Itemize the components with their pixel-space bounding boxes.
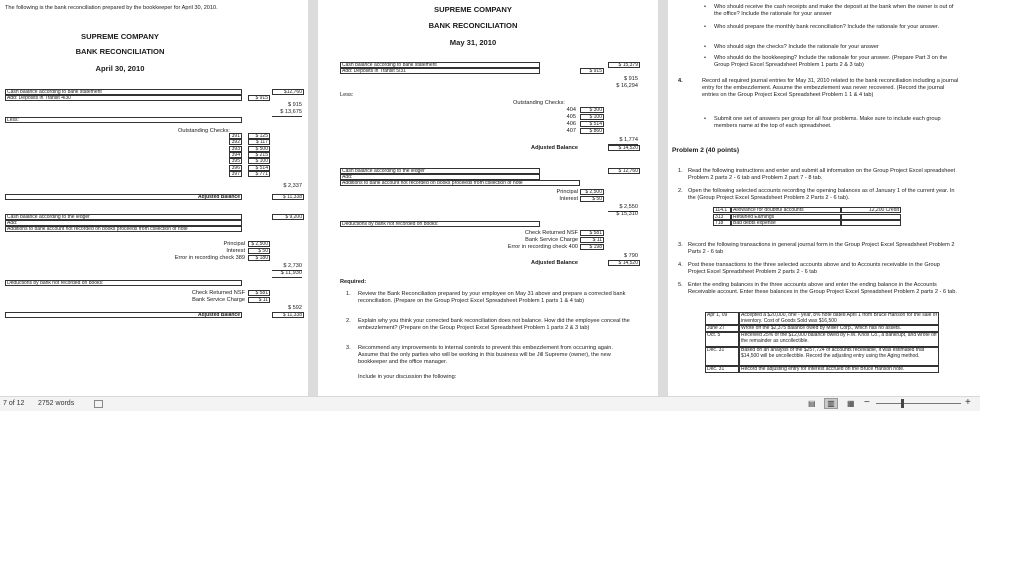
required-item-text: Explain why you think your corrected bank reconciliation does not balance. How did the employee conceal the embezzlement? (Prepare on the Group Project Excel Spreadsheet Problem 1 parts 2 & 3 tab)	[358, 318, 630, 331]
check-number: 396	[229, 165, 242, 171]
instruction-text: Record the following transactions in general journal form in the Group Project Excel Spreadsheet Problem 2 Parts 2 - 6 tab	[688, 242, 955, 255]
transaction-text: Accepted a $20,000, one - year, 8% note dated April 1 from Bruce Hanson for the sale of inventory. Cost of Goods Sold was $16,500	[739, 312, 939, 325]
discussion-bullet: Who should do the bookkeeping? Include the rationale for your answer. (Prepare Part 3 on the Group Project Excel Spreadsheet Problem 1 parts 2 & 3 tab)	[714, 55, 948, 68]
zoom-slider-track[interactable]	[876, 403, 961, 404]
check-number: 393	[229, 146, 242, 152]
deductions-label-2: Deductions by bank not recorded on books:	[340, 221, 540, 227]
document-page-8	[318, 0, 658, 410]
nsf-value: $ 581	[248, 290, 270, 296]
check-number: 404	[566, 107, 576, 113]
service-charge-label: Bank Service Charge	[192, 297, 245, 303]
account-name: Bad debts expense	[731, 220, 841, 226]
instruction-number: 4.	[678, 262, 683, 268]
ledger-balance-label: Cash balance according to the ledger	[5, 214, 242, 220]
check-amount: $ 860	[580, 128, 604, 134]
required-item-text: Review the Bank Reconciliation prepared by your employee on May 31 above and prepare a corrected bank reconciliation. (Prepare on the Group Project Excel Spreadsheet Problem 1 parts 1 & 4 tab)	[358, 291, 626, 304]
bank-balance-value-2: $ 15,379	[608, 62, 640, 68]
transaction-text: Received 25% of the $12,000 balance owed by F.W. Knox Co., a bankrupt, and wrote off the remainder as uncollectible.	[739, 332, 939, 347]
bank-balance-label-2: Cash balance according to bank statement	[340, 62, 540, 68]
adjusted-balance-label: Adjusted Balance	[5, 194, 242, 200]
interest-value: $ 50	[248, 248, 270, 254]
discussion-bullet: Who should receive the cash receipts and make the deposit at the bank when the owner is out of the office? Include the rationale for your answer	[714, 4, 954, 17]
error-label: Error in recording check 389	[174, 255, 245, 261]
instruction-number: 3.	[678, 242, 683, 248]
status-bar	[0, 396, 980, 411]
account-balance	[841, 220, 901, 226]
instruction-text: Enter the ending balances in the three accounts above and enter the ending balance in the Accounts Receivable account. Enter these balances in the Group Project Excel Spreadsheet Problem 2 parts 2 - 6 tab.	[688, 282, 957, 295]
ledger-balance-value: $ 9,200	[272, 214, 304, 220]
item-4-text: Record all required journal entries for May 31, 2010 related to the bank reconciliation including a journal entry for the embezzlement. Assume the embezzlement was never recovered. (Record the journal entries on the Group Project Excel Spreadsheet Problem 1 1 & 4 tab)	[702, 78, 959, 98]
principal-value: $ 2,500	[248, 241, 270, 247]
deposits-value-2: $ 915	[580, 68, 604, 74]
check-amount: $ 125	[248, 133, 270, 139]
print-layout-icon[interactable]: ▥	[824, 398, 838, 409]
interest-label-2: Interest	[559, 196, 578, 202]
submit-instructions: Submit one set of answers per group for all four problems. Make sure to include each group members name at the top of each spreadsheet.	[714, 116, 941, 129]
transaction-text: Record the adjusting entry for interest accrued on the Bruce Hanson note.	[739, 366, 939, 373]
service-charge-label-2: Bank Service Charge	[525, 237, 578, 243]
outstanding-total: $ 2,337	[283, 183, 302, 189]
adjusted-balance-2-value: $ 11,338	[272, 312, 304, 318]
subtotal-1: $ 13,675	[272, 109, 302, 117]
instruction-text: Read the following instructions and enter and submit all information on the Group Project Excel spreadsheet Problem 2 parts 2 - 6 tab and Problem 2 part 7 - 8 tab.	[688, 168, 956, 181]
problem-2-title: Problem 2 (40 points)	[672, 147, 740, 154]
check-amount: $ 771	[248, 171, 270, 177]
account-number: 718	[713, 220, 731, 226]
deductions-label: Deductions by bank not recorded on books:	[5, 280, 242, 286]
additions-label: Additions to bank account not recorded on books proceeds from collection of note	[5, 226, 242, 232]
bank-balance-value: $12,760	[272, 89, 304, 95]
deposits-sum-2: $ 915	[624, 76, 638, 82]
service-charge-value-2: $ 11	[580, 237, 604, 243]
less-label-2: Less:	[340, 92, 354, 98]
item-4-number: 4.	[678, 78, 683, 84]
adjusted-balance-value: $ 11,338	[272, 194, 304, 200]
report-title: BANK RECONCILIATION	[75, 47, 165, 56]
document-page-9	[668, 0, 968, 410]
web-layout-icon[interactable]: ▦	[847, 399, 855, 408]
required-item-number: 1.	[346, 291, 351, 297]
deductions-total: $ 592	[288, 305, 302, 311]
ledger-balance-value-2: $ 12,760	[608, 168, 640, 174]
outstanding-total-2: $ 1,774	[608, 137, 638, 145]
account-name: Retained Earnings	[731, 214, 841, 220]
discussion-bullet: Who should sign the checks? Include the rationale for your answer	[714, 44, 879, 50]
service-charge-value: $ 11	[248, 297, 270, 303]
check-number: 392	[229, 139, 242, 145]
ledger-balance-label-2: Cash balance according to the ledger	[340, 168, 540, 174]
bullet-icon: •	[704, 44, 706, 50]
subtotal-2: $ 11,930	[272, 270, 302, 278]
add-label-2: Add:	[340, 174, 540, 180]
nsf-label: Check Returned NSF	[191, 290, 245, 296]
check-number: 406	[566, 121, 576, 127]
bank-balance-label: Cash balance according to bank statement	[5, 89, 242, 95]
nsf-label-2: Check Returned NSF	[524, 230, 578, 236]
transaction-date: Dec. 31	[705, 366, 739, 373]
error-label-2: Error in recording check 400	[507, 244, 578, 250]
word-count[interactable]: 2752 words	[38, 400, 75, 407]
check-amount: $ 300	[580, 107, 604, 113]
principal-label-2: Principal	[556, 189, 578, 195]
principal-value-2: $ 2,500	[580, 189, 604, 195]
page-gutter	[308, 0, 318, 410]
additions-total: $ 2,730	[272, 263, 302, 271]
account-balance	[841, 214, 901, 220]
zoom-in-button[interactable]: +	[965, 397, 971, 408]
interest-value-2: $ 50	[580, 196, 604, 202]
transaction-date: June 27	[705, 325, 739, 332]
required-heading: Required:	[340, 279, 367, 285]
read-mode-icon[interactable]: ▤	[808, 399, 816, 408]
check-amount: $ 215	[248, 152, 270, 158]
account-number: 313	[713, 214, 731, 220]
transaction-text: Based on an analysis of the $257,724 of accounts receivable, it was estimated that $14,500 will be uncollectible. Record the adjusting entry using the Aging method.	[739, 347, 939, 366]
zoom-slider-thumb[interactable]	[901, 399, 904, 408]
adjusted-balance-label-2: Adjusted Balance	[531, 145, 578, 151]
instruction-number: 2.	[678, 188, 683, 194]
document-page-7	[0, 0, 308, 410]
account-number: 114.1	[713, 207, 731, 213]
transaction-date: Apr 1, 09	[705, 312, 739, 325]
check-number: 395	[229, 158, 242, 164]
deposits-sum: $ 915	[288, 102, 302, 108]
account-balance: 12,200 Credit	[841, 207, 901, 213]
interest-label: Interest	[226, 248, 245, 254]
deductions-total-2: $ 790	[608, 253, 638, 261]
adjusted-balance-2-label-2: Adjusted Balance	[531, 260, 578, 266]
check-number: 407	[566, 128, 576, 134]
deposits-value: $ 915	[248, 95, 270, 101]
add-label: Add:	[5, 220, 242, 226]
principal-label: Principal	[223, 241, 245, 247]
intro-text: The following is the bank reconciliation prepared by the bookkeeper for April 30, 2010.	[5, 5, 218, 11]
company-heading-2: SUPREME COMPANY	[434, 5, 512, 14]
check-amount: $ 100	[248, 158, 270, 164]
error-value-2: $ 198	[580, 244, 604, 250]
check-amount: $ 514	[580, 121, 604, 127]
company-heading: SUPREME COMPANY	[81, 32, 159, 41]
check-number: 405	[566, 114, 576, 120]
bullet-icon: •	[704, 116, 706, 122]
nsf-value-2: $ 581	[580, 230, 604, 236]
transaction-date: Oct. 5	[705, 332, 739, 347]
report-date-2: May 31, 2010	[449, 38, 497, 47]
proofing-icon[interactable]	[94, 400, 103, 410]
check-amount: $ 100	[580, 114, 604, 120]
outstanding-checks-label: Outstanding Checks:	[178, 128, 230, 134]
report-date: April 30, 2010	[95, 64, 145, 73]
instruction-number: 5.	[678, 282, 683, 288]
bullet-icon: •	[704, 55, 706, 61]
required-item-number: 3.	[346, 345, 351, 351]
error-value: $ 180	[248, 255, 270, 261]
check-number: 391	[229, 133, 242, 139]
check-amount: $ 514	[248, 165, 270, 171]
page-count[interactable]: 7 of 12	[3, 400, 25, 407]
deposits-label-2: Add: Deposits in Transit 5/31	[340, 68, 540, 74]
adjusted-balance-2-value-2: $ 14,520	[608, 260, 640, 266]
instruction-number: 1.	[678, 168, 683, 174]
check-amount: $ 500	[248, 146, 270, 152]
outstanding-checks-label-2: Outstanding Checks:	[513, 100, 565, 106]
subtotal-2-2: $ 15,310	[616, 211, 638, 217]
transaction-text: Wrote off the $2,375 balance owed by Miller Corp., which has no assets.	[739, 325, 939, 332]
discussion-bullet: Who should prepare the monthly bank reconciliation? Include the rationale for your answer.	[714, 24, 940, 30]
adjusted-balance-2-label: Adjusted Balance	[5, 312, 242, 318]
zoom-out-button[interactable]: −	[864, 397, 870, 408]
additions-total-2: $ 2,550	[608, 204, 638, 212]
instruction-text: Post these transactions to the three selected accounts above and to Accounts receivable in the Group Project Excel Spreadsheet Problem 2 parts 2 - 6 tab	[688, 262, 940, 275]
subtotal-1-2: $ 16,294	[616, 83, 638, 89]
additions-label-2: Additions to bank account not recorded on books proceeds from collection of note	[340, 180, 580, 186]
required-item-text: Recommend any improvements to internal controls to prevent this embezzlement from occurring again. Assume that the only parties who will be working in this business will be Jill Supreme (owner), the new bookkeeper and the office manager.	[358, 345, 613, 365]
check-amount: $ 117	[248, 139, 270, 145]
less-label: Less:	[5, 117, 242, 123]
bullet-icon: •	[704, 24, 706, 30]
discussion-footer: Include in your discussion the following:	[358, 374, 457, 380]
deposits-label: Add: Deposits in Transit 4/30	[5, 95, 242, 101]
check-number: 397	[229, 171, 242, 177]
required-item-number: 2.	[346, 318, 351, 324]
bullet-icon: •	[704, 4, 706, 10]
instruction-text: Open the following selected accounts recording the opening balances as of January 1 of the current year. In the (Group Project Excel Spreadsheet Problem 2 Parts 2 - 6 tab).	[688, 188, 955, 201]
transaction-date: Dec. 31	[705, 347, 739, 366]
page-gutter-2	[658, 0, 668, 410]
report-title-2: BANK RECONCILIATION	[428, 21, 518, 30]
adjusted-balance-value-2: $ 14,520	[608, 145, 640, 151]
check-number: 394	[229, 152, 242, 158]
account-name: Allowance for doubtful accounts	[731, 207, 841, 213]
